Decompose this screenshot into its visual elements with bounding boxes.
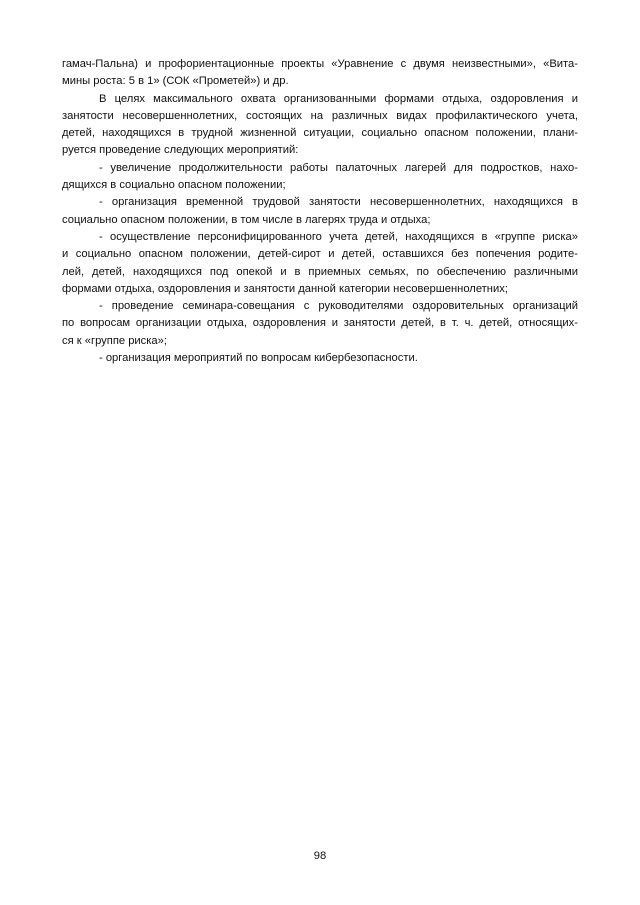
text-line: формами отдыха, оздоровления и занятости данной категории несовершеннолетних; (62, 282, 508, 295)
text-line: занятости несовершеннолетних, состоящих на различных видах профилактического учета, (62, 109, 578, 122)
text-line: дящихся в социально опасном положении; (62, 179, 286, 192)
page-number: 98 (313, 850, 327, 862)
text-line: лей, детей, находящихся под опекой и в приемных семьях, по обеспечению различными (62, 265, 578, 278)
text-line: мины роста: 5 в 1» (СОК «Прометей») и др. (62, 75, 289, 88)
text-line: В целях максимального охвата организованными формами отдыха, оздоровления и (99, 92, 578, 105)
text-line: ся к «группе риска»; (62, 334, 167, 347)
body-text (62, 56, 578, 367)
text-line: - проведение семинара-совещания с руководителями оздоровительных организаций (99, 300, 578, 313)
text-line: - организация временной трудовой занятости несовершеннолетних, находящихся в (99, 196, 578, 209)
text-line: детей, находящихся в трудной жизненной ситуации, социально опасном положении, плани- (62, 127, 578, 140)
text-line: гамач-Пальна) и профориентационные проекты «Уравнение с двумя неизвестными», «Вита- (62, 58, 578, 70)
text-line: и социально опасном положении, детей-сирот и детей, оставшихся без попечения родите- (62, 248, 578, 261)
text-line: по вопросам организации отдыха, оздоровления и занятости детей, в т. ч. детей, относящих- (62, 317, 578, 330)
text-line: социально опасном положении, в том числе в лагерях труда и отдыха; (62, 213, 431, 226)
text-line: руется проведение следующих мероприятий: (62, 144, 299, 157)
text-line: - осуществление персонифицированного учета детей, находящихся в «группе риска» (99, 230, 578, 243)
text-line: - увеличение продолжительности работы палаточных лагерей для подростков, нахо- (99, 161, 578, 174)
text-line: - организация мероприятий по вопросам кибербезопасности. (99, 352, 418, 365)
